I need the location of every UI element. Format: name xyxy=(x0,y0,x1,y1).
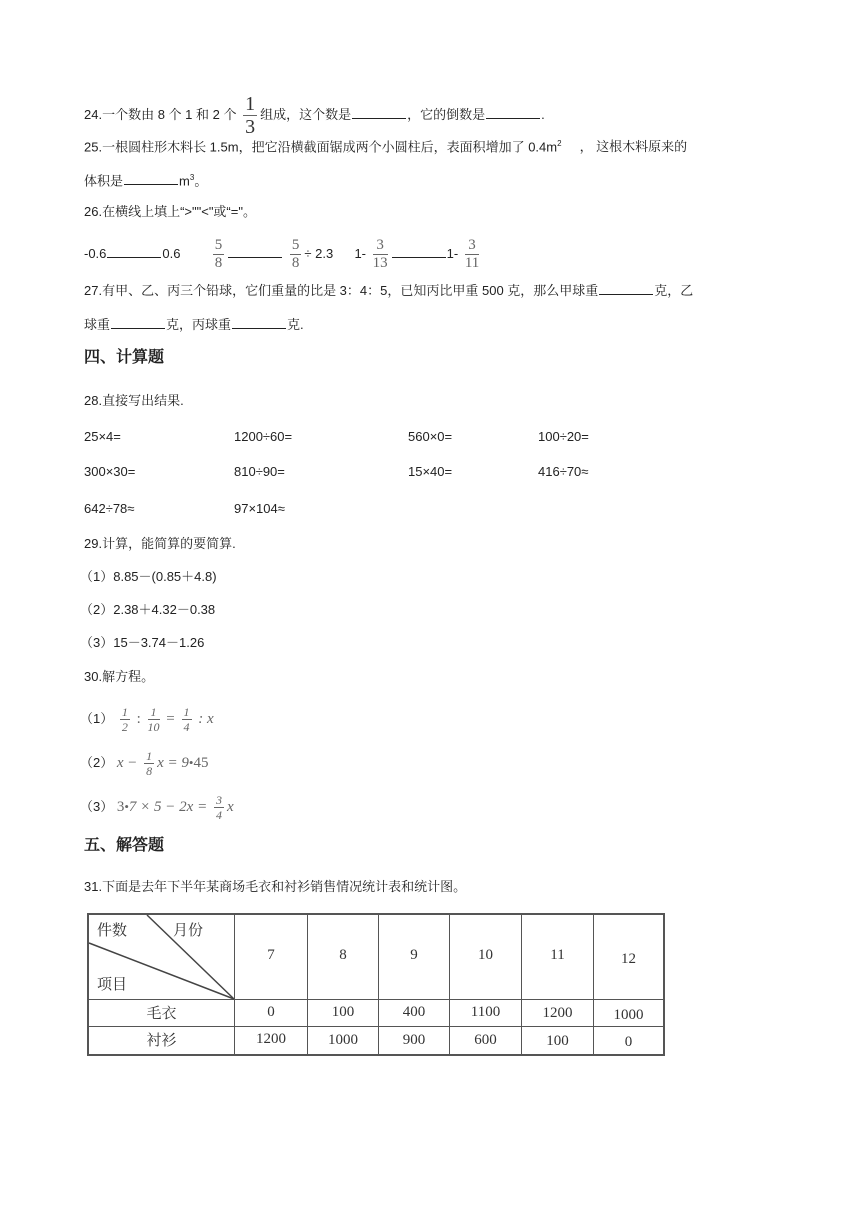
question-24: 24.一个数由 8 个 1 和 2 个 $\frac{1}{3}$ 组成，这个数是 ，它的倒数是 . xyxy=(84,93,545,138)
fraction-one-third: $\frac{1}{3}$ xyxy=(245,93,256,138)
answer-blank[interactable] xyxy=(352,105,406,119)
table-cell: 900 xyxy=(402,1032,426,1048)
equation-1: （1） $\frac{1}{2}$ : $\frac{1}{10}$ = $\frac{1}{4}$ : x xyxy=(80,705,214,735)
question-25-line2: 体积是 $m^3$。 xyxy=(84,173,208,189)
calc-item: 810÷90= xyxy=(234,464,285,479)
calc-item: 100÷20= xyxy=(538,429,589,444)
calc-item: 15×40= xyxy=(408,464,453,479)
fraction: $\frac{1}{10}$ xyxy=(147,705,160,735)
answer-blank[interactable] xyxy=(486,105,540,119)
question-25-line1: 25.一根圆柱形木料长 1.5m，把它沿横截面锯成两个小圆柱后，表面积增加了 $0.4m^2$ ， 这根木料原来的 xyxy=(84,139,688,155)
table-cell: 1000 xyxy=(328,1032,358,1048)
table-cell: 1200 xyxy=(542,1005,573,1021)
calc-expression: （1）8.85－(0.85＋4.8) xyxy=(80,569,217,584)
fraction: $\frac{5}{8}$ xyxy=(291,237,300,271)
calc-expression: （2）2.38＋4.32－0.38 xyxy=(80,602,216,617)
table-cell: 400 xyxy=(402,1004,426,1020)
month-header: 12 xyxy=(621,951,636,967)
row-label: 毛衣 xyxy=(146,1006,177,1022)
calc-item: 1200÷60= xyxy=(234,429,293,444)
answer-blank[interactable] xyxy=(124,171,178,185)
answer-blank[interactable] xyxy=(107,244,161,258)
table-cell: 0 xyxy=(267,1004,275,1020)
table-cell: 100 xyxy=(331,1004,355,1020)
calc-item: 25×4= xyxy=(84,429,121,444)
question-27-line1: 27.有甲、乙、丙三个铅球，它们重量的比是 3：4：5，已知丙比甲重 500 克，那么甲球重 克，乙 xyxy=(84,283,694,298)
answer-blank[interactable] xyxy=(232,315,286,329)
calc-item: 560×0= xyxy=(408,429,453,444)
equation-3: （3） 3•7 × 5 − 2x = $\frac{3}{4}$ x xyxy=(80,793,234,823)
table-cell: 1000 xyxy=(613,1007,644,1023)
question-30-title: 30.解方程。 xyxy=(84,669,155,684)
table-cell: 1200 xyxy=(256,1031,286,1047)
answer-blank[interactable] xyxy=(228,244,282,258)
fraction: $\frac{1}{2}$ xyxy=(121,705,128,735)
sales-table xyxy=(87,913,665,1056)
question-27-line2: 球重 克，丙球重 克. xyxy=(84,317,304,332)
calc-item: 300×30= xyxy=(84,464,136,479)
corner-label-count: 件数 xyxy=(97,923,128,939)
corner-label-month: 月份 xyxy=(173,923,204,939)
month-header: 9 xyxy=(410,947,418,963)
month-header: 10 xyxy=(478,947,493,963)
section-heading-4: 四、计算题 xyxy=(84,349,165,366)
section-heading-5: 五、解答题 xyxy=(84,837,165,854)
answer-blank[interactable] xyxy=(392,244,446,258)
fraction: $\frac{3}{4}$ xyxy=(215,793,222,823)
equation-2: （2） x − $\frac{1}{8}$ x = 9•45 xyxy=(80,749,209,779)
fraction: $\frac{1}{4}$ xyxy=(183,705,190,735)
calc-item: 97×104≈ xyxy=(234,501,285,516)
fraction: $\frac{5}{8}$ xyxy=(214,237,223,271)
answer-blank[interactable] xyxy=(599,281,653,295)
calc-expression: （3）15－3.74－1.26 xyxy=(80,635,205,650)
fraction: $\frac{3}{11}$ xyxy=(464,237,480,271)
question-29-title: 29.计算，能简算的要简算. xyxy=(84,536,236,551)
month-header: 11 xyxy=(550,947,565,963)
calc-item: 416÷70≈ xyxy=(538,464,589,479)
table-cell: 600 xyxy=(474,1032,497,1048)
corner-label-item: 项目 xyxy=(97,977,128,993)
question-28-title: 28.直接写出结果. xyxy=(84,393,184,408)
answer-blank[interactable] xyxy=(111,315,165,329)
month-header: 7 xyxy=(267,947,275,963)
table-cell: 0 xyxy=(624,1034,633,1050)
month-header: 8 xyxy=(339,947,347,963)
question-26-title: 26.在横线上填上“>""<"或“="。 xyxy=(84,204,256,219)
question-31-title: 31.下面是去年下半年某商场毛衣和衬衫销售情况统计表和统计图。 xyxy=(84,879,467,894)
fraction: $\frac{3}{13}$ xyxy=(372,237,388,271)
question-26-items: -0.6 0.6 $\frac{5}{8}$ $\frac{5}{8}$ ÷ 2.3 1- $\frac{3}{13}$ 1- $\frac{3}{11}$ xyxy=(84,237,480,271)
fraction: $\frac{1}{8}$ xyxy=(146,749,153,779)
table-cell: 100 xyxy=(546,1033,569,1049)
row-label: 衬衫 xyxy=(146,1033,177,1049)
table-cell: 1100 xyxy=(470,1004,501,1020)
calc-item: 642÷78≈ xyxy=(84,501,135,516)
